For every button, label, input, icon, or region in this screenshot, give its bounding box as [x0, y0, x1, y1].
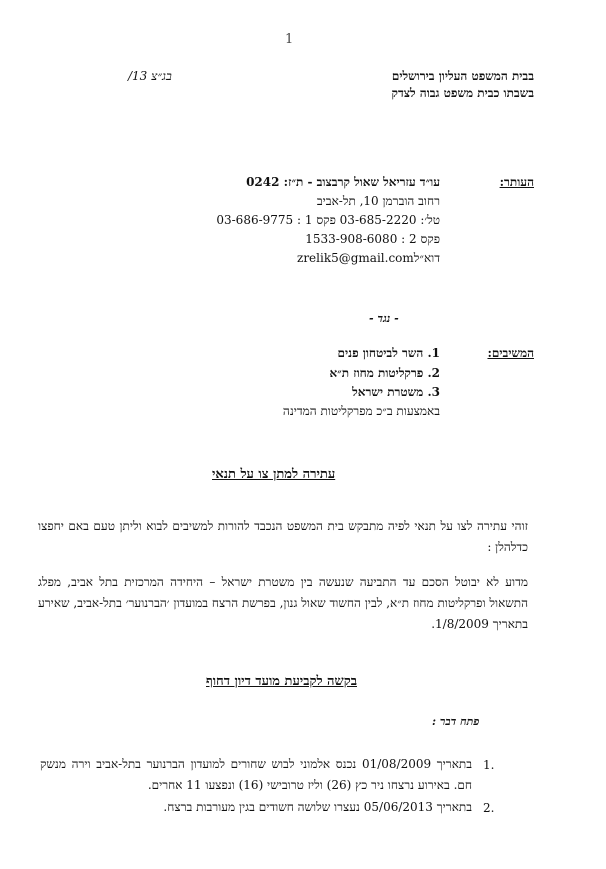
preface-heading: פתח דבר :	[432, 715, 480, 728]
page-number: 1	[285, 32, 294, 47]
petitioner-name: עו״ד עזריאל שאול קרבצוב - ת״ז: 0242	[246, 175, 440, 189]
item-1-text: בתאריך 01/08/2009 נכנס אלמוני לבוש שחורים למועדון הברנוער בתל-אביב וירה מנשק חם. באירוע נרצחו ניר כץ (26) וליז טרובישי (16) ונפצעו 11 אחרים.	[40, 757, 472, 792]
item-2-number: 2.	[483, 801, 495, 815]
versus-divider: - נגד -	[369, 312, 399, 325]
court-role: בשבתו כבית משפט גבוה לצדק	[391, 86, 534, 100]
petitioner-label: העותר:	[499, 175, 534, 189]
petition-title: עתירה למתן צו על תנאי	[212, 467, 336, 482]
intro-paragraph: זוהי עתירה לצו על תנאי לפיה מתבקש בית המשפט הנכבד להורות למשיבים לבוא וליתן טעם באם יחפצו כדלהלן :	[38, 519, 528, 554]
question-paragraph: מדוע לא יבוטל הסכם עד התביעה שנעשה בין משטרת ישראל – היחידה המרכזית בתל אביב, מפלג התשאול ופרקליטות מחוז ת״א, לבין החשוד שאול גנון, בפרשת הרצח במועדון ׳הברנוער׳ בתל-אביב, שאירע בתאריך 1/8/2009.	[38, 575, 528, 631]
item-2-text: בתאריך 05/06/2013 נעצרו שלושה חשודים בגין מעורבות ברצח.	[163, 800, 472, 814]
respondent-2: 2. פרקליטות מחוז ת״א	[329, 366, 440, 380]
petitioner-address: רחוב הוברמן 10, תל-אביב	[316, 194, 440, 208]
respondent-1: 1. השר לביטחון פנים	[337, 346, 440, 360]
case-number: בג״צ 13/	[128, 69, 172, 83]
item-1-number: 1.	[483, 758, 495, 772]
email-label: דוא״ל	[413, 251, 440, 265]
respondents-via: באמצעות ב״כ מפרקליטות המדינה	[282, 404, 440, 418]
respondents-label: המשיבים:	[487, 346, 534, 360]
court-name: בבית המשפט העליון בירושלים	[391, 69, 534, 83]
email-address[interactable]: zrelik5@gmail.com	[297, 251, 414, 265]
petitioner-phone: טל׳: 03-685-2220 פקס 1 : 03-686-9775	[216, 213, 440, 227]
petitioner-fax: פקס 2 : 1533-908-6080	[305, 232, 440, 246]
respondent-3: 3. משטרת ישראל	[352, 385, 440, 399]
request-title: בקשה לקביעת מועד דיון דחוף	[206, 674, 357, 689]
petitioner-email-line	[297, 251, 440, 266]
